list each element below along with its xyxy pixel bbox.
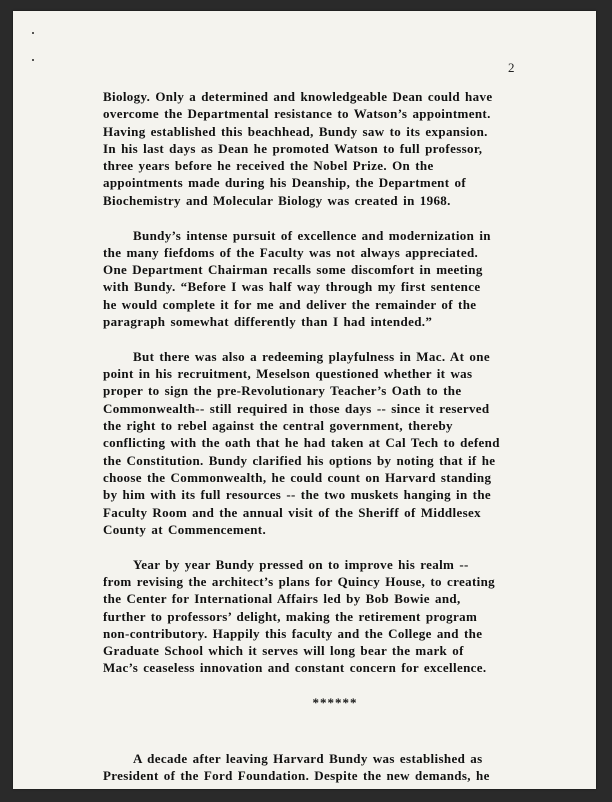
text-line: overcome the Departmental resistance to Watson’s appointment. [103, 106, 491, 122]
text-line: with Bundy. “Before I was half way through my first sentence [103, 279, 481, 295]
text-line: three years before he received the Nobel Prize. On the [103, 158, 434, 174]
document-body [103, 88, 553, 802]
text-line: But there was also a redeeming playfulness in Mac. At one [133, 348, 490, 364]
paragraph [103, 750, 553, 785]
text-line: Having established this beachhead, Bundy saw to its expansion. [103, 123, 488, 139]
text-line: the Center for International Affairs led by Bob Bowie and, [103, 591, 461, 607]
text-line: proper to sign the pre-Revolutionary Teacher’s Oath to the [103, 383, 462, 399]
text-line: choose the Commonwealth, he could count on Harvard standing [103, 469, 492, 485]
paragraph [103, 348, 553, 538]
margin-mark [32, 59, 34, 61]
paragraph [103, 227, 553, 331]
text-line: Mac’s ceaseless innovation and constant concern for excellence. [103, 660, 487, 676]
section-separator: ****** [312, 695, 358, 711]
text-line: the Constitution. Bundy clarified his options by noting that if he [103, 452, 496, 468]
text-line: One Department Chairman recalls some discomfort in meeting [103, 262, 483, 278]
text-line: by him with its full resources -- the two muskets hanging in the [103, 487, 492, 503]
text-line: County at Commencement. [103, 521, 267, 537]
text-line: from revising the architect’s plans for Quincy House, to creating [103, 573, 496, 589]
paragraph [103, 88, 553, 209]
text-line: point in his recruitment, Meselson questioned whether it was [103, 366, 473, 382]
text-line: Year by year Bundy pressed on to improve his realm -- [133, 556, 469, 572]
text-line: A decade after leaving Harvard Bundy was established as [133, 750, 483, 766]
paragraph [103, 556, 553, 677]
text-line: Faculty Room and the annual visit of the Sheriff of Middlesex [103, 504, 481, 520]
text-line: Biochemistry and Molecular Biology was created in 1968. [103, 192, 451, 208]
text-line: Graduate School which it serves will long bear the mark of [103, 643, 464, 659]
text-line: Commonwealth-- still required in those days -- since it reserved [103, 400, 490, 416]
text-line: appointments made during his Deanship, the Department of [103, 175, 467, 191]
document-page [13, 11, 596, 789]
margin-mark [32, 32, 34, 34]
text-line: non-contributory. Happily this faculty and the College and the [103, 625, 483, 641]
text-line: Biology. Only a determined and knowledgeable Dean could have [103, 89, 493, 104]
page-number: 2 [508, 60, 515, 75]
text-line: Bundy’s intense pursuit of excellence and modernization in [133, 227, 491, 243]
text-line: the right to rebel against the central government, thereby [103, 418, 453, 434]
text-line: In his last days as Dean he promoted Watson to full professor, [103, 140, 483, 156]
text-line: further to professors’ delight, making the retirement program [103, 608, 478, 624]
text-line: paragraph somewhat differently than I had intended.” [103, 314, 433, 330]
text-line: President of the Ford Foundation. Despite the new demands, he [103, 767, 490, 783]
text-line: conflicting with the oath that he had taken at Cal Tech to defend [103, 435, 500, 451]
text-line: the many fiefdoms of the Faculty was not always appreciated. [103, 244, 479, 260]
text-line: he would complete it for me and deliver the remainder of the [103, 296, 477, 312]
